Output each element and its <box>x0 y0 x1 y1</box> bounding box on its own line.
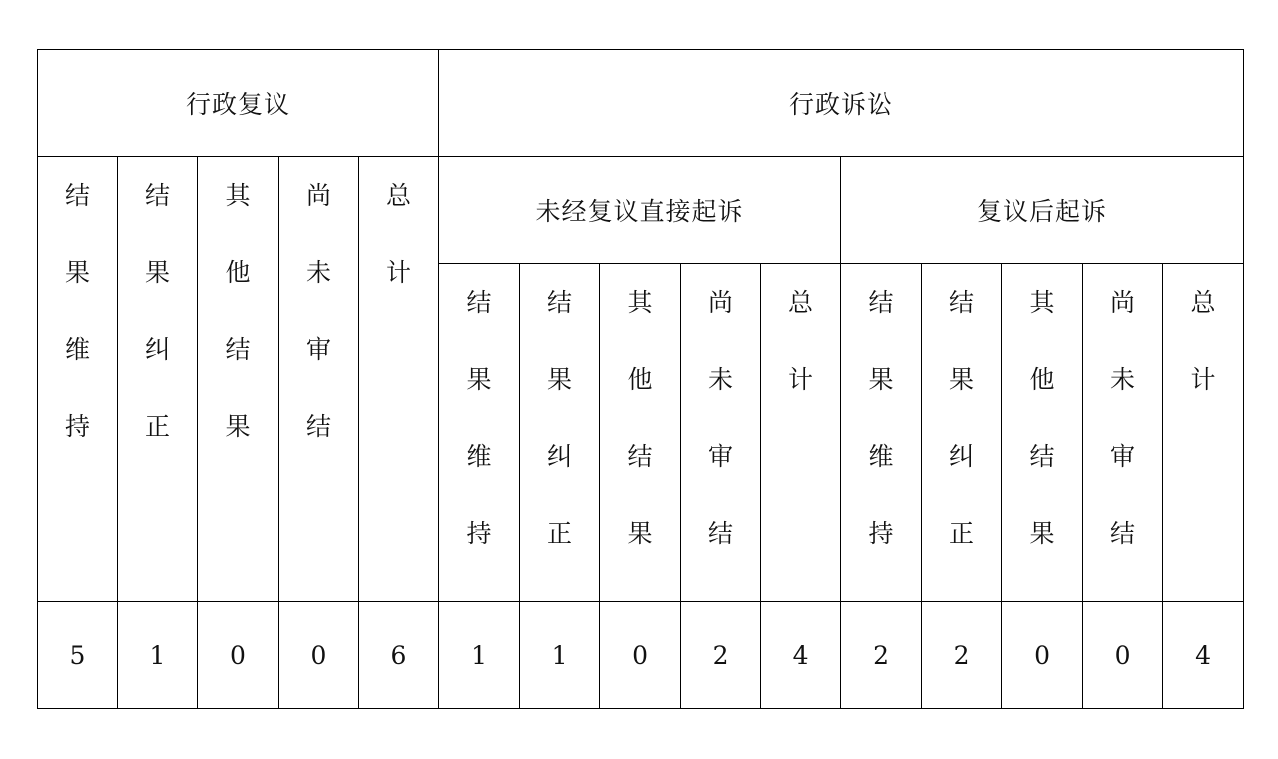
direct-col-upheld-label: 结果维持 <box>466 288 492 548</box>
review-other-value: 0 <box>198 602 279 709</box>
after-other-value: 0 <box>1002 602 1083 709</box>
statistics-table <box>37 49 1244 709</box>
after-col-pending-label: 尚未审结 <box>1110 288 1136 548</box>
direct-col-total-label: 总计 <box>788 288 814 394</box>
after-pending-value: 0 <box>1083 602 1163 709</box>
direct-col-pending-label: 尚未审结 <box>708 288 734 548</box>
review-col-pending <box>279 157 359 602</box>
administrative-review-header: 行政复议 <box>38 50 439 157</box>
after-review-suit-header: 复议后起诉 <box>841 157 1244 264</box>
direct-col-upheld <box>439 264 520 602</box>
after-col-total-label: 总计 <box>1190 288 1216 394</box>
direct-col-other <box>600 264 681 602</box>
direct-col-corrected-label: 结果纠正 <box>547 288 573 548</box>
after-col-upheld <box>841 264 922 602</box>
review-col-total-label: 总计 <box>385 181 411 287</box>
review-col-corrected <box>118 157 198 602</box>
direct-other-value: 0 <box>600 602 681 709</box>
review-total-value: 6 <box>359 602 439 709</box>
review-col-upheld <box>38 157 118 602</box>
review-col-corrected-label: 结果纠正 <box>144 181 170 441</box>
header-row-top <box>38 50 1244 157</box>
review-col-total <box>359 157 439 602</box>
direct-suit-header: 未经复议直接起诉 <box>439 157 841 264</box>
after-corrected-value: 2 <box>922 602 1002 709</box>
after-upheld-value: 2 <box>841 602 922 709</box>
after-col-corrected-label: 结果纠正 <box>949 288 975 548</box>
administrative-litigation-header: 行政诉讼 <box>439 50 1244 157</box>
after-col-other-label: 其他结果 <box>1029 288 1055 548</box>
direct-upheld-value: 1 <box>439 602 520 709</box>
header-row-middle <box>38 157 1244 264</box>
after-col-upheld-label: 结果维持 <box>868 288 894 548</box>
after-col-corrected <box>922 264 1002 602</box>
review-corrected-value: 1 <box>118 602 198 709</box>
review-col-other <box>198 157 279 602</box>
after-col-other <box>1002 264 1083 602</box>
after-total-value: 4 <box>1163 602 1244 709</box>
review-upheld-value: 5 <box>38 602 118 709</box>
after-col-total <box>1163 264 1244 602</box>
review-pending-value: 0 <box>279 602 359 709</box>
review-col-other-label: 其他结果 <box>225 181 251 441</box>
direct-total-value: 4 <box>761 602 841 709</box>
direct-corrected-value: 1 <box>520 602 600 709</box>
data-row <box>38 602 1244 709</box>
direct-pending-value: 2 <box>681 602 761 709</box>
after-col-pending <box>1083 264 1163 602</box>
direct-col-total <box>761 264 841 602</box>
review-col-upheld-label: 结果维持 <box>64 181 90 441</box>
direct-col-other-label: 其他结果 <box>627 288 653 548</box>
review-col-pending-label: 尚未审结 <box>305 181 331 441</box>
direct-col-corrected <box>520 264 600 602</box>
direct-col-pending <box>681 264 761 602</box>
